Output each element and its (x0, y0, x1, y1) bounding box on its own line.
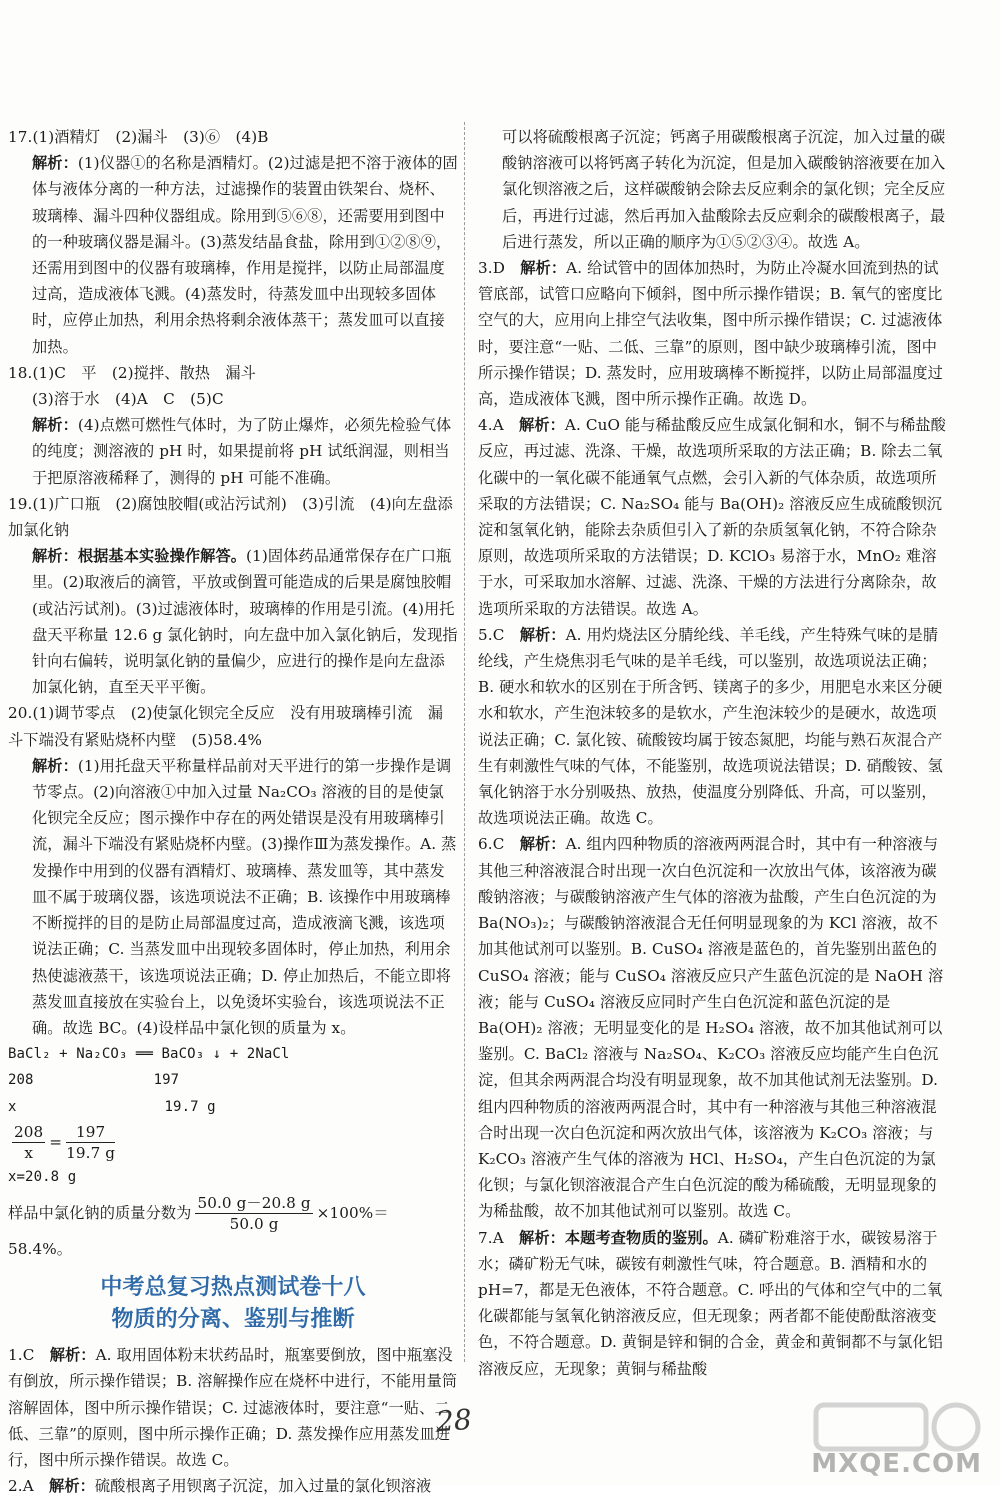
analysis-text: (1)用托盘天平称量样品前对天平进行的第一步操作是调节零点。(2)向溶液①中加入过量 Na₂CO₃ 溶液的目的是使氯化钡完全反应；图示操作中存在的两处错误是没有用玻璃棒引流，漏斗下端没有紧贴烧杯内壁。(3)操作Ⅲ为蒸发操作。A. 蒸发操作中用到的仪器有酒精灯、玻璃棒、蒸发皿等，其中蒸发皿不属于玻璃仪器，该选项说法不正确；B. 该操作中用玻璃棒不断搅拌的目的是防止局部温度过高，造成液滴飞溅，该选项说法正确；C. 当蒸发皿中出现较多固体时，停止加热，利用余热使滤液蒸干，该选项说法正确；D. 停止加热后，不能立即将蒸发皿直接放在实验台上，以免烫坏实验台，该选项说法不正确。故选 BC。(4)设样品中氯化钡的质量为 x。 (32, 756, 457, 1037)
analysis-label: 解析： (520, 259, 567, 278)
answer-19 (8, 491, 458, 701)
analysis-label: 解析：根据基本实验操作解答。 (32, 547, 247, 566)
analysis-label: 解析： (519, 625, 566, 644)
mass-num: 50.0 g－20.8 g (197, 1194, 311, 1213)
answer-18-head: 18.(1)C 平 (2)搅拌、散热 漏斗 (8, 363, 256, 382)
answer-head: 6.C (478, 835, 520, 854)
answer-s5 (478, 622, 950, 832)
mass-fraction-lead: 样品中氯化钠的质量分数为 (8, 1203, 192, 1222)
analysis-text: A. 磷矿粉难溶于水，碳铵易溶于水；磷矿粉无气味，碳铵有刺激性气味，符合题意。B. 酒精和水的 pH=7，都是无色液体，不符合题意。C. 呼出的气体和空气中的二氧化碳都能与氢氧化钠溶液反应，但无现象；两者都不能使酚酞溶液变色，不符合题意。D. 黄铜是锌和铜的合金，黄金和黄铜都不与氯化铝溶液反应，无现象；黄铜与稀盐酸 (478, 1228, 943, 1378)
frac-den-2: 19.7 g (66, 1144, 116, 1163)
column-divider (464, 122, 465, 1362)
mass-result: 58.4%。 (8, 1239, 73, 1258)
eq-known-mass: 19.7 g (164, 1098, 216, 1115)
answer-s7 (478, 1225, 950, 1382)
eq-ratio-a: 208 (8, 1072, 34, 1089)
page-number: 28 (434, 1402, 473, 1439)
answer-head: 2.A (8, 1477, 50, 1496)
answer-s2 (8, 1473, 458, 1499)
answer-s6 (478, 831, 950, 1224)
proportion (8, 1120, 458, 1164)
analysis-text: 硫酸根离子用钡离子沉淀，加入过量的氯化钡溶液 (94, 1477, 432, 1496)
frac-num-1: 208 (14, 1123, 44, 1142)
analysis-label: 解析： (32, 416, 78, 435)
section-subtitle: 物质的分离、鉴别与推断 (111, 1307, 355, 1333)
equals-sign: = (49, 1132, 63, 1151)
analysis-text: (1)仪器①的名称是酒精灯。(2)过滤是把不溶于液体的固体与液体分离的一种方法，过滤操作的装置由铁架台、烧杯、玻璃棒、漏斗四种仪器组成。除用到⑤⑥⑧，还需要用到图中的一种玻璃仪器是漏斗。(3)蒸发结晶食盐，除用到①②⑧⑨，还需用到图中的仪器有玻璃棒，作用是搅拌，以防止局部温度过高，造成液体飞溅。(4)蒸发时，待蒸发皿中出现较多固体时，应停止加热，利用余热将剩余液体蒸干；蒸发皿可以直接加热。 (32, 154, 458, 356)
answer-head: 4.A (478, 416, 520, 435)
analysis-text: A. 组内四种物质的溶液两两混合时，其中有一种溶液与其他三种溶液混合时出现一次白色沉淀和一次放出气体，该溶液为碳酸钠溶液；与碳酸钠溶液产生气体的溶液为盐酸，产生白色沉淀的为 Ba(NO₃)₂；与碳酸钠溶液混合无任何明显现象的为 KCl 溶液，故不加其他试剂可以鉴别。B. CuSO₄ 溶液是蓝色的，首先鉴别出蓝色的 CuSO₄ 溶液；能与 CuSO₄ 溶液反应只产生蓝色沉淀的是 NaOH 溶液；能与 CuSO₄ 溶液反应同时产生白色沉淀和蓝色沉淀的是 Ba(OH)₂ 溶液；无明显变化的是 H₂SO₄ 溶液，故不加其他试剂可以鉴别。C. BaCl₂ 溶液与 Na₂SO₄、K₂CO₃ 溶液反应均能产生白色沉淀，但其余两两混合均没有明显现象，故不加其他试剂无法鉴别。D. 组内四种物质的溶液两两混合时，其中有一种溶液与其他三种溶液混合时出现一次白色沉淀和两次放出气体，该溶液为 K₂CO₃ 溶液；与 K₂CO₃ 溶液产生气体的溶液为 HCl、H₂SO₄，产生白色沉淀的为氯化钡；与氯化钡溶液混合产生白色沉淀的酸为稀硫酸，无明显现象的为稀盐酸，故不加其他试剂可以鉴别。故选 C。 (478, 835, 944, 1221)
answer-18-head-2: (3)溶于水 (4)A C (5)C (32, 390, 224, 409)
answer-19-head: 19.(1)广口瓶 (2)腐蚀胶帽(或沾污试剂) (3)引流 (4)向左盘添加氯化钠 (8, 494, 453, 540)
analysis-label: 解析：本题考查物质的鉴别。 (519, 1228, 718, 1247)
answer-s3 (478, 255, 950, 412)
analysis-label: 解析： (519, 416, 565, 435)
mass-fraction (8, 1190, 458, 1236)
analysis-label: 解析： (32, 154, 78, 173)
analysis-label: 解析： (49, 1346, 96, 1365)
answer-s4 (478, 412, 950, 622)
analysis-label: 解析： (519, 835, 566, 854)
answer-20-head: 20.(1)调节零点 (2)使氯化钡完全反应 没有用玻璃棒引流 漏斗下端没有紧贴烧杯内壁 (5)58.4% (8, 704, 443, 749)
mass-den: 50.0 g (229, 1215, 279, 1234)
x-result: x=20.8 g (8, 1168, 77, 1185)
answer-head: 5.C (478, 625, 520, 644)
right-column (478, 124, 950, 1382)
mass-fraction-tail: ×100%＝ (316, 1203, 389, 1222)
frac-num-2: 197 (66, 1122, 115, 1143)
left-column (8, 124, 458, 1499)
eq-ratio-b: 197 (153, 1072, 180, 1089)
answer-17-head: 17.(1)酒精灯 (2)漏斗 (3)⑥ (4)B (8, 128, 269, 146)
answer-head: 3.D (478, 259, 521, 278)
section-title: 中考总复习热点测试卷十八 (100, 1275, 366, 1301)
analysis-text: A. 取用固体粉末状药品时，瓶塞要倒放，图中瓶塞没有倒放，所示操作错误；B. 溶解操作应在烧杯中进行，不能用量筒溶解固体，图中所示操作错误；C. 过滤液体时，要注意“一贴、二低、三靠”的原则，图中所示操作正确；D. 蒸发操作应用蒸发皿进行，图中所示操作错误。故选 C。 (8, 1346, 458, 1469)
analysis-label: 解析： (32, 756, 78, 775)
watermark-text: MXQE.COM (811, 1449, 982, 1479)
analysis-text: A. 用灼烧法区分腈纶线、羊毛线，产生特殊气味的是腈纶线，产生烧焦羽毛气味的是羊毛线，可以鉴别，故选项说法正确；B. 硬水和软水的区别在于所含钙、镁离子的多少，用肥皂水来区分硬水和软水，产生泡沫较多的是软水，产生泡沫较少的是硬水，故选项说法正确；C. 氯化铵、硫酸铵均属于铵态氮肥，均能与熟石灰混合产生有刺激性气味的气体，不能鉴别，故选项说法错误；D. 硝酸铵、氢氧化钠溶于水分别吸热、放热，使温度分别降低、升高，可以鉴别，故选项说法正确。故选 C。 (478, 625, 943, 828)
analysis-text: (1)固体药品通常保存在广口瓶里。(2)取液后的滴管，平放或倒置可能造成的后果是腐蚀胶帽(或沾污试剂)。(3)过滤液体时，玻璃棒的作用是引流。(4)用托盘天平称量 12.6 g 氯化钠时，向左盘中加入氯化钠后，发现指针向右偏转，说明氯化钠的量偏少，应进行的操作是向左盘添加氯化钠，直至天平平衡。 (32, 547, 458, 697)
answer-s2-continued: 可以将硫酸根离子沉淀；钙离子用碳酸根离子沉淀，加入过量的碳酸钠溶液可以将钙离子转化为沉淀，但是加入碳酸钠溶液要在加入氯化钡溶液之后，这样碳酸钠会除去反应剩余的氯化钡；完全反应后，再进行过滤，然后再加入盐酸除去反应剩余的碳酸根离子，最后进行蒸发，所以正确的顺序为①⑤②③④。故选 A。 (502, 128, 946, 251)
answer-head: 1.C (8, 1346, 50, 1365)
analysis-text: A. 给试管中的固体加热时，为防止冷凝水回流到热的试管底部，试管口应略向下倾斜，图中所示操作错误；B. 氧气的密度比空气的大，应用向上排空气法收集，图中所示操作错误；C. 过滤液体时，要注意“一贴、二低、三靠”的原则，图中缺少玻璃棒引流，图中所示操作错误；D. 蒸发时，应用玻璃棒不断搅拌，以防止局部温度过高，造成液体飞溅，图中所示操作正确。故选 D。 (478, 259, 943, 409)
analysis-label: 解析： (49, 1477, 95, 1496)
frac-den-1: x (24, 1144, 33, 1163)
answer-s1 (8, 1342, 458, 1473)
analysis-text: A. CuO 能与稀盐酸反应生成氯化铜和水，铜不与稀盐酸反应，再过滤、洗涤、干燥，故选项所采取的方法正确；B. 除去二氧化碳中的一氧化碳不能通氧气点燃，会引入新的气体杂质，故选项所采取的方法错误；C. Na₂SO₄ 能与 Ba(OH)₂ 溶液反应生成硫酸钡沉淀和氢氧化钠，能除去杂质但引入了新的杂质氢氧化钠，不符合除杂原则，故选项所采取的方法错误；D. KClO₃ 易溶于水，MnO₂ 难溶于水，可采取加水溶解、过滤、洗涤、干燥的方法进行分离除杂，故选项所采取的方法错误。故选 A。 (478, 416, 946, 618)
answer-18 (8, 360, 458, 491)
answer-17 (8, 124, 458, 360)
chemical-equation: BaCl₂ + Na₂CO₃ ══ BaCO₃ ↓ + 2NaCl (8, 1046, 290, 1063)
answer-20 (8, 700, 458, 1262)
answer-head: 7.A (478, 1228, 520, 1247)
analysis-text: (4)点燃可燃性气体时，为了防止爆炸，必须先检验气体的纯度；测溶液的 pH 时，如果提前将 pH 试纸润湿，则相当于把原溶液稀释了，测得的 pH 可能不准确。 (32, 416, 452, 487)
eq-unknown: x (8, 1098, 17, 1115)
